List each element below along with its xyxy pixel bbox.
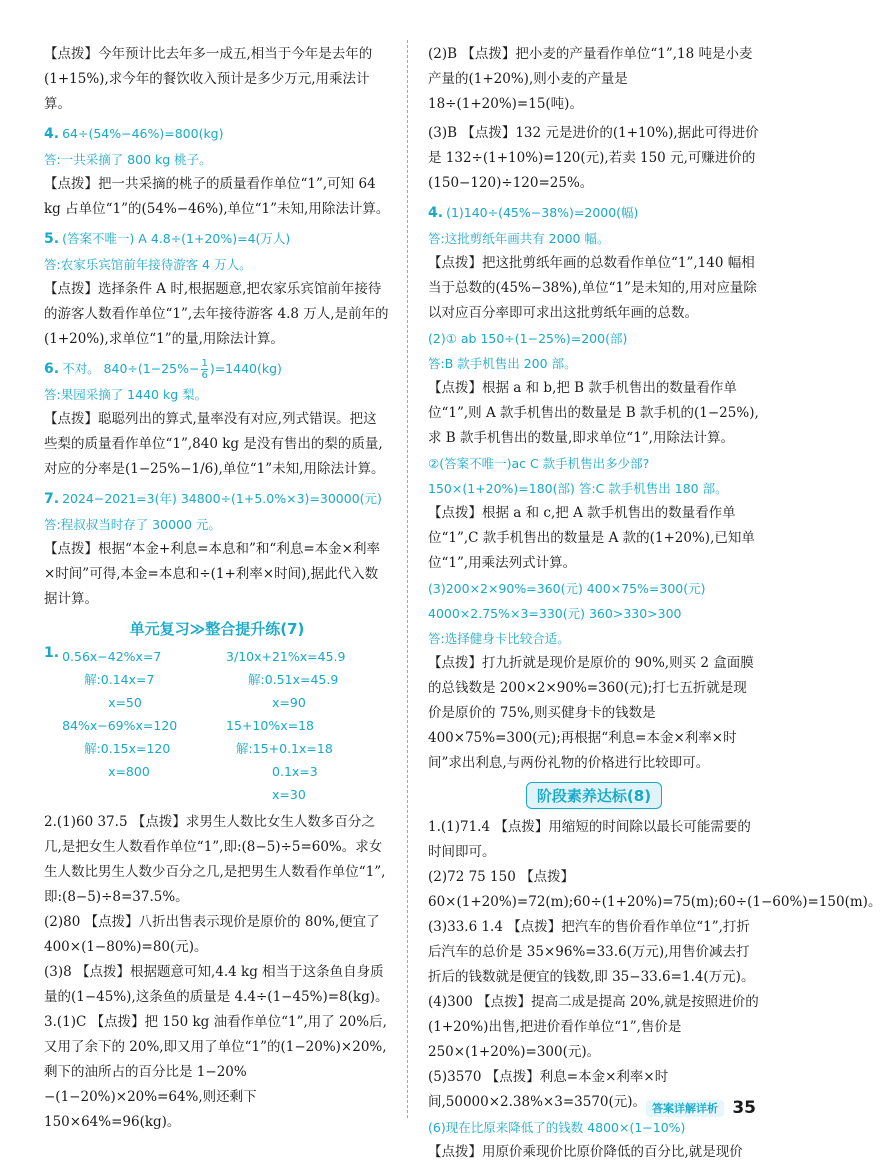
q7-note: 【点拨】根据“本金+利息=本息和”和“利息=本金×利率×时间”可得,本金=本息和÷(1+利率×时间),据此代入数据计算。 xyxy=(44,541,380,607)
q4-reply: 答:一共采摘了 800 kg 桃子。 xyxy=(44,152,212,167)
s5: (5)3570 【点拨】利息=本金×利率×时间,50000×2.38%×3=3570(元)。 xyxy=(428,1069,669,1110)
s6-answer: (6)现在比原来降低了的钱数 4800×(1−10%) xyxy=(428,1120,686,1135)
left-column xyxy=(44,42,390,1135)
right-column xyxy=(428,42,881,1165)
q2-part1: 2.(1)60 37.5 【点拨】求男生人数比女生人数多百分之几,是把女生人数看作单位“1”,即:(8−5)÷5=60%。求女生人数比男生人数少百分之几,是把男生人数看作单位“1”,即:(8−5)÷8=37.5%。 xyxy=(44,814,386,905)
q5-note: 【点拨】选择条件 A 时,根据题意,把农家乐宾馆前年接待的游客人数看作单位“1”,去年接待游客 4.8 万人,是前年的(1+20%),求单位“1”的量,用除法计算。 xyxy=(44,281,389,347)
q2-part3: (3)8 【点拨】根据题意可知,4.4 kg 相当于这条鱼自身质量的(1−45%),这条鱼的质量是 4.4÷(1−45%)=8(kg)。 xyxy=(44,964,389,1005)
q1-number: 1. xyxy=(44,645,60,661)
rq4-note: 【点拨】把这批剪纸年画的总数看作单位“1”,140 幅相当于总数的(45%−38%),单位“1”是未知的,用对应量除以对应百分率即可求出这批剪纸年画的总数。 xyxy=(428,255,757,321)
q6-note: 【点拨】聪聪列出的算式,量率没有对应,列式错误。把这些梨的质量看作单位“1”,840 kg 是没有售出的梨的质量,对应的分率是(1−25%−1/6),单位“1”未知,用除法计算。 xyxy=(44,411,385,477)
rq4-a2: (2)① ab 150÷(1−25%)=200(部) xyxy=(428,331,628,346)
q4-note: 【点拨】把一共采摘的桃子的质量看作单位“1”,可知 64 kg 占单位“1”的(54%−46%),单位“1”未知,用除法计算。 xyxy=(44,176,390,217)
page-number: 35 xyxy=(732,1098,756,1118)
q6-answer: 6. 不对。 840÷(1−25%− $\frac{1}{6}$ )=1440(kg) xyxy=(44,358,282,381)
rq4-a2-reply: 答:B 款手机售出 200 部。 xyxy=(428,356,577,371)
footer-label: 答案详解详析 xyxy=(646,1100,724,1117)
rq4-answer: 4. (1)140÷(45%−38%)=2000(幅) xyxy=(428,205,639,221)
rq4-a4: (3)200×2×90%=360(元) 400×75%=300(元) xyxy=(428,581,706,596)
section-title-7: 单元复习≫整合提升练(7) xyxy=(129,620,305,638)
s6-note: 【点拨】用原价乘现价比原价降低的百分比,就是现价 xyxy=(428,1144,743,1160)
q5-reply: 答:农家乐宾馆前年接待游客 4 万人。 xyxy=(44,257,252,272)
top-note: 【点拨】今年预计比去年多一成五,相当于今年是去年的(1+15%),求今年的餐饮收入预计是多少万元,用乘法计算。 xyxy=(44,46,373,112)
rq4-a4-reply: 答:选择健身卡比较合适。 xyxy=(428,631,570,646)
s1: 1.(1)71.4 【点拨】用缩短的时间除以最长可能需要的时间即可。 xyxy=(428,819,751,860)
q5-answer: 5. (答案不唯一) A 4.8÷(1+20%)=4(万人) xyxy=(44,231,291,247)
q7-reply: 答:程叔叔当时存了 30000 元。 xyxy=(44,517,221,532)
rq4-a3b: 150×(1+20%)=180(部) 答:C 款手机售出 180 部。 xyxy=(428,481,728,496)
rq4-reply: 答:这批剪纸年画共有 2000 幅。 xyxy=(428,231,610,246)
q7-answer: 7. 2024−2021=3(年) 34800÷(1+5.0%×3)=30000(元) xyxy=(44,491,382,507)
column-divider xyxy=(407,40,408,1118)
fraction: $\frac{1}{6}$ xyxy=(201,358,208,381)
q3: 3.(1)C 【点拨】把 150 kg 油看作单位“1”,用了 20%后,又用了余下的 20%,即又用了单位“1”的(1−20%)×20%,剩下的油所占的百分比是 1−20%−(1−20%)×20%=64%,则还剩下 150×64%=96(kg)。 xyxy=(44,1014,387,1130)
q6-reply: 答:果园采摘了 1440 kg 梨。 xyxy=(44,387,208,402)
rq4-a4b: 4000×2.75%×3=330(元) 360>330>300 xyxy=(428,606,682,621)
s2: (2)72 75 150 【点拨】60×(1+20%)=72(m);60÷(1+20%)=75(m);60÷(1−60%)=150(m)。 xyxy=(428,869,881,910)
q4-answer: 4. 64÷(54%−46%)=800(kg) xyxy=(44,126,224,142)
page-footer xyxy=(646,1098,756,1118)
section-title-8: 阶段素养达标(8) xyxy=(428,782,760,809)
rq4-note4: 【点拨】打九折就是现价是原价的 90%,则买 2 盒面膜的总钱数是 200×2×90%=360(元);打七五折就是现价是原价的 75%,则买健身卡的钱数是 400×75%=300(元);再根据“利息=本金×利率×时间”求出利息,与两份礼物的价格进行比较即可。 xyxy=(428,655,754,771)
r-part2: (2)B 【点拨】把小麦的产量看作单位“1”,18 吨是小麦产量的(1+20%),则小麦的产量是 18÷(1+20%)=15(吨)。 xyxy=(428,46,753,112)
s3: (3)33.6 1.4 【点拨】把汽车的售价看作单位“1”,打折后汽车的总价是 35×96%=33.6(万元),用售价减去打折后的钱数就是便宜的钱数,即 35−33.6=1.4(万元)。 xyxy=(428,919,755,985)
equation-grid: 0.56x−42%x=7 3/10x+21%x=45.9 解:0.14x=7 解:0.51x=45.9 x=50 x=90 84%x−69%x=120 15+10%x=18 解:0.15x=120 解:15+0.1x=18 x=800 0.1x=3 x=30 xyxy=(62,649,346,802)
rq4-note2: 【点拨】根据 a 和 b,把 B 款手机售出的数量看作单位“1”,则 A 款手机售出的数量是 B 款手机的(1−25%),求 B 款手机售出的数量,即求单位“1”,用除法计算。 xyxy=(428,380,759,446)
q2-part2: (2)80 【点拨】八折出售表示现价是原价的 80%,便宜了 400×(1−80%)=80(元)。 xyxy=(44,914,380,955)
r-part3: (3)B 【点拨】132 元是进价的(1+10%),据此可得进价是 132÷(1+10%)=120(元),若卖 150 元,可赚进价的(150−120)÷120=25%。 xyxy=(428,125,759,191)
s4: (4)300 【点拨】提高二成是提高 20%,就是按照进价的(1+20%)出售,把进价看作单位“1”,售价是 250×(1+20%)=300(元)。 xyxy=(428,994,759,1060)
rq4-a3: ②(答案不唯一)ac C 款手机售出多少部? xyxy=(428,456,650,471)
rq4-note3: 【点拨】根据 a 和 c,把 A 款手机售出的数量看作单位“1”,C 款手机售出的数量是 A 款的(1+20%),已知单位“1”,用乘法列式计算。 xyxy=(428,505,755,571)
